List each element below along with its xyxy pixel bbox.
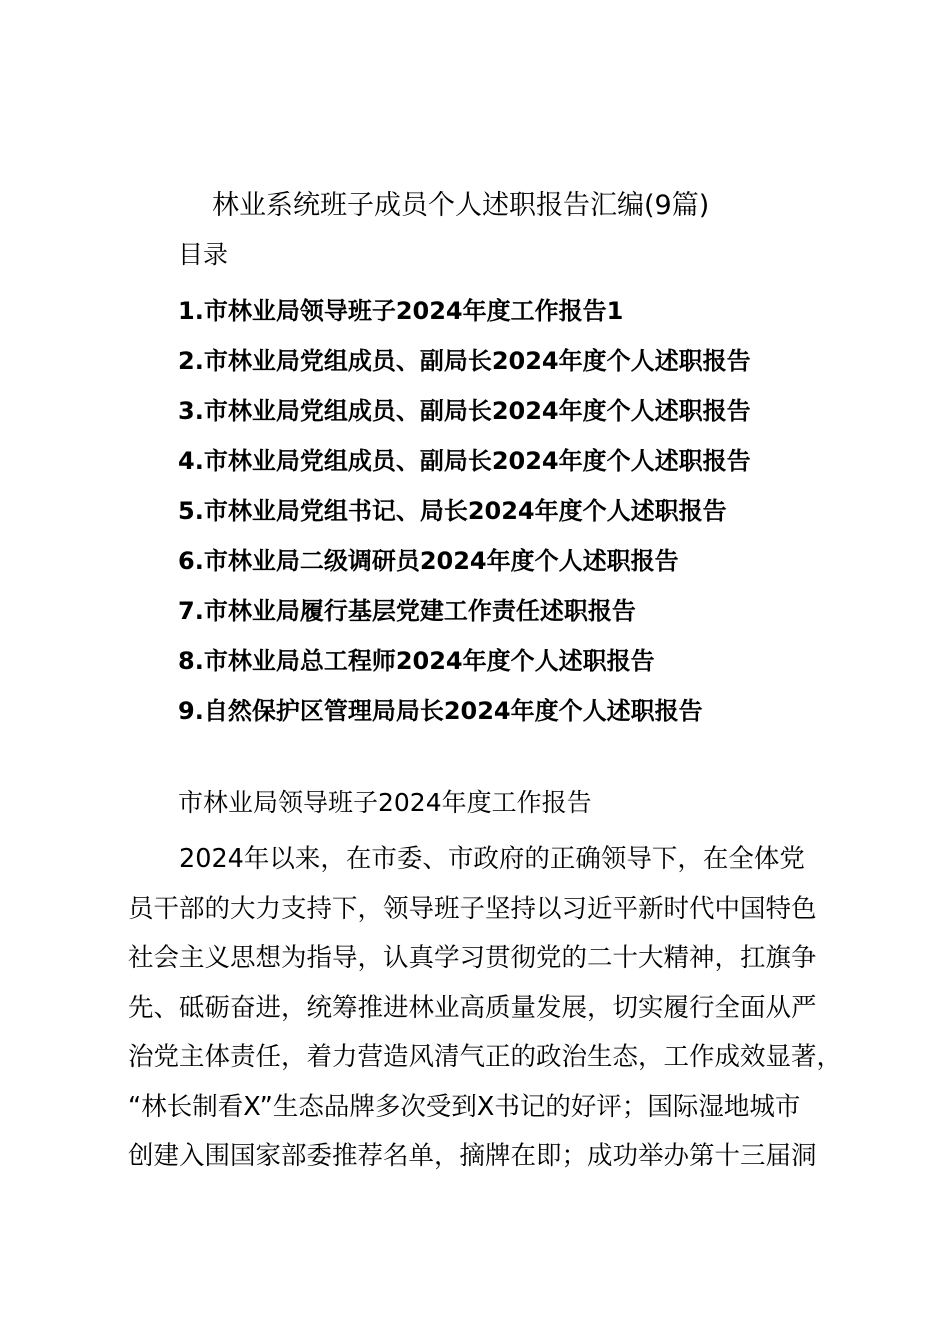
section-title: 市林业局领导班子2024年度工作报告	[178, 788, 592, 817]
toc-heading: 目录	[178, 240, 229, 269]
body-line: 先、砥砺奋进，统筹推进林业高质量发展，切实履行全面从严	[128, 992, 817, 1023]
toc-item[interactable]: 1.市林业局领导班子2024年度工作报告1	[178, 297, 624, 325]
body-line: “林长制看X”生态品牌多次受到X书记的好评；国际湿地城市	[128, 1091, 801, 1122]
document-title: 林业系统班子成员个人述职报告汇编(9篇)	[212, 190, 710, 221]
body-paragraph	[128, 835, 843, 1182]
toc-item[interactable]: 4.市林业局党组成员、副局长2024年度个人述职报告	[178, 447, 751, 475]
body-line: 员干部的大力支持下，领导班子坚持以习近平新时代中国特色	[128, 893, 817, 924]
toc-item[interactable]: 5.市林业局党组书记、局长2024年度个人述职报告	[178, 497, 727, 525]
toc-item[interactable]: 8.市林业局总工程师2024年度个人述职报告	[178, 647, 655, 675]
toc-item[interactable]: 7.市林业局履行基层党建工作责任述职报告	[178, 597, 636, 625]
body-line: 2024年以来，在市委、市政府的正确领导下，在全体党	[128, 844, 805, 874]
body-line: 社会主义思想为指导，认真学习贯彻党的二十大精神，扛旗争	[128, 943, 817, 973]
body-line: 创建入围国家部委推荐名单，摘牌在即；成功举办第十三届洞	[128, 1141, 817, 1171]
toc-item[interactable]: 3.市林业局党组成员、副局长2024年度个人述职报告	[178, 397, 751, 425]
body-line: 治党主体责任，着力营造风清气正的政治生态，工作成效显著，	[128, 1042, 843, 1072]
table-of-contents	[178, 286, 751, 736]
toc-item[interactable]: 2.市林业局党组成员、副局长2024年度个人述职报告	[178, 347, 751, 375]
toc-item[interactable]: 9.自然保护区管理局局长2024年度个人述职报告	[178, 697, 703, 725]
toc-item[interactable]: 6.市林业局二级调研员2024年度个人述职报告	[178, 547, 679, 575]
